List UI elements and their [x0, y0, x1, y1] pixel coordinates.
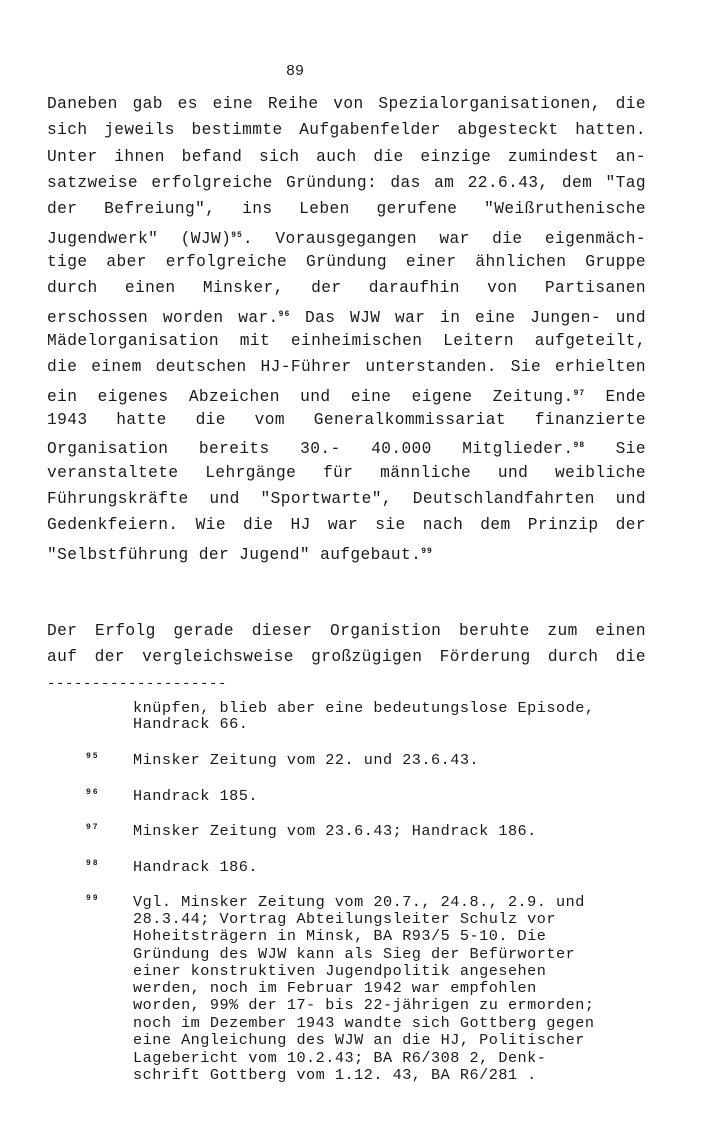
- text-line: Gedenkfeiern. Wie die HJ war sie nach dem Prinzip der: [47, 516, 646, 534]
- text-line: [47, 384, 646, 407]
- text-line: Führungskräfte und "Sportwarte", Deutschlandfahrten und: [47, 490, 646, 508]
- footnote-continuation-line: knüpfen, blieb aber eine bedeutungslose Episode,: [133, 699, 595, 717]
- text-line: [47, 226, 646, 249]
- footnote-number: 98: [86, 859, 100, 868]
- footnote-99-line: Hoheitsträgern in Minsk, BA R93/5 5-10. Die: [133, 927, 547, 945]
- footnote-number: 96: [86, 788, 100, 797]
- footnote-99-line: 28.3.44; Vortrag Abteilungsleiter Schulz vor: [133, 910, 557, 928]
- page-number: 89: [285, 63, 304, 80]
- footnote-99-line: eine Angleichung des WJW an die HJ, Politischer: [133, 1031, 585, 1049]
- footnote-ref-98[interactable]: 98: [573, 441, 586, 450]
- footnote-number: 99: [86, 894, 100, 903]
- text-line: Der Erfolg gerade dieser Organistion beruhte zum einen: [47, 622, 646, 640]
- text-line: Unter ihnen befand sich auch die einzige zumindest an-: [47, 148, 646, 166]
- footnote-99-line: Gründung des WJW kann als Sieg der Befürworter: [133, 945, 576, 963]
- text-segment: erschossen worden war.: [47, 309, 279, 327]
- text-line: auf der vergleichsweise großzügigen Förderung durch die: [47, 648, 646, 666]
- footnote-97-text: Minsker Zeitung vom 23.6.43; Handrack 186.: [133, 822, 537, 840]
- footnote-continuation-line: Handrack 66.: [133, 715, 249, 733]
- text-segment: Das WJW war in eine Jungen- und: [290, 309, 646, 327]
- footnote-ref-99[interactable]: 99: [421, 547, 433, 556]
- text-segment: Organisation bereits 30.- 40.000 Mitglieder.: [47, 440, 574, 458]
- text-line: 1943 hatte die vom Generalkommissariat finanzierte: [47, 411, 646, 429]
- footnote-99-line: schrift Gottberg vom 1.12. 43, BA R6/281 .: [133, 1066, 537, 1084]
- text-line: [47, 436, 646, 459]
- text-segment: . Vorausgegangen war die eigenmäch-: [242, 230, 646, 248]
- text-line: durch einen Minsker, der daraufhin von Partisanen: [47, 279, 646, 297]
- text-segment: Ende: [585, 388, 646, 406]
- text-line: die einem deutschen HJ-Führer unterstanden. Sie erhielten: [47, 358, 646, 376]
- text-line: veranstaltete Lehrgänge für männliche und weibliche: [47, 464, 646, 482]
- footnote-ref-97[interactable]: 97: [573, 389, 586, 398]
- footnote-99-line: Lagebericht vom 10.2.43; BA R6/308 2, Denk-: [133, 1049, 547, 1067]
- text-line: [47, 305, 646, 328]
- text-segment: "Selbstführung der Jugend" aufgebaut.: [47, 546, 422, 564]
- text-line: satzweise erfolgreiche Gründung: das am 22.6.43, dem "Tag: [47, 174, 646, 192]
- text-segment: Sie: [585, 440, 646, 458]
- footnote-96-text: Handrack 185.: [133, 787, 258, 805]
- text-line: sich jeweils bestimmte Aufgabenfelder abgesteckt hatten.: [47, 121, 646, 139]
- footnote-number: 95: [86, 752, 100, 761]
- footnote-separator: --------------------: [47, 676, 228, 692]
- text-line: [47, 542, 646, 565]
- footnote-99-line: worden, 99% der 17- bis 22-jährigen zu ermorden;: [133, 996, 595, 1014]
- text-line: Mädelorganisation mit einheimischen Leitern aufgeteilt,: [47, 332, 646, 350]
- text-line: tige aber erfolgreiche Gründung einer ähnlichen Gruppe: [47, 253, 646, 271]
- text-line: der Befreiung", ins Leben gerufene "Weißruthenische: [47, 200, 646, 218]
- text-segment: Jugendwerk" (WJW): [47, 230, 232, 248]
- footnote-99-line: einer konstruktiven Jugendpolitik angesehen: [133, 962, 547, 980]
- footnote-99-line: Vgl. Minsker Zeitung vom 20.7., 24.8., 2.9. und: [133, 893, 585, 911]
- text-line: Daneben gab es eine Reihe von Spezialorganisationen, die: [47, 95, 646, 113]
- footnote-99-line: werden, noch im Februar 1942 war empfohlen: [133, 979, 537, 997]
- footnote-95-text: Minsker Zeitung vom 22. und 23.6.43.: [133, 751, 480, 769]
- footnote-99-line: noch im Dezember 1943 wandte sich Gottberg gegen: [133, 1014, 595, 1032]
- footnote-ref-95[interactable]: 95: [231, 231, 243, 240]
- footnote-ref-96[interactable]: 96: [278, 310, 291, 319]
- text-segment: ein eigenes Abzeichen und eine eigene Zeitung.: [47, 388, 574, 406]
- footnote-number: 97: [86, 823, 100, 832]
- footnote-98-text: Handrack 186.: [133, 858, 258, 876]
